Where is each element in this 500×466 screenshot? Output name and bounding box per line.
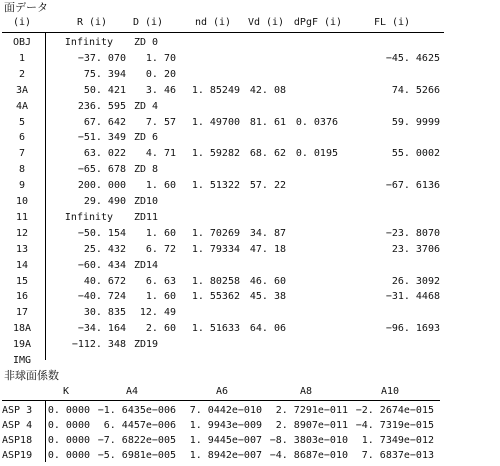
- lens-header-cell: D (i): [132, 17, 164, 28]
- asp-coefficient: 1. 9445e−007: [189, 435, 262, 446]
- surface-number: 2: [18, 69, 26, 80]
- asp-coefficient: −1. 6435e−006: [97, 405, 176, 416]
- lens-table-cell: −96. 1693: [385, 323, 440, 334]
- lens-table-cell: 1. 70269: [191, 228, 240, 239]
- lens-table-cell: −51. 349: [77, 132, 126, 143]
- lens-table-cell: −112. 348: [71, 339, 126, 350]
- lens-table-cell: 68. 62: [249, 148, 286, 159]
- asp-header-cell: A8: [299, 386, 313, 397]
- lens-table-cell: 3. 46: [145, 85, 176, 96]
- lens-table-cell: 4. 71: [145, 148, 176, 159]
- asp-coefficient: −7. 6822e−005: [97, 435, 176, 446]
- lens-table-cell: 29. 490: [83, 196, 126, 207]
- surface-number: 18A: [12, 323, 32, 334]
- lens-table-cell: ZD11: [134, 212, 159, 223]
- asp-header-cell: A4: [125, 386, 139, 397]
- lens-table-cell: 1. 51322: [191, 180, 240, 191]
- lens-table-cell: −67. 6136: [385, 180, 440, 191]
- surface-number: 7: [18, 148, 26, 159]
- asp-coefficient: 7. 0442e−010: [189, 405, 262, 416]
- lens-table-cell: ZD 6: [134, 132, 159, 143]
- asp-coefficient: 1. 7349e−012: [361, 435, 434, 446]
- surface-number: 14: [15, 260, 29, 271]
- lens-table-cell: 6. 63: [145, 276, 176, 287]
- lens-table-cell: ZD19: [134, 339, 159, 350]
- surface-number: 1: [18, 53, 26, 64]
- lens-table-cell: 6. 72: [145, 244, 176, 255]
- asp-coefficient: 1. 8942e−007: [189, 450, 262, 461]
- asp-coefficient: 0. 0000: [47, 420, 90, 431]
- lens-table-cell: 1. 51633: [191, 323, 240, 334]
- asp-coefficient: 7. 6837e−013: [361, 450, 434, 461]
- lens-table-cell: −65. 678: [77, 164, 126, 175]
- asp-coefficient: 0. 0000: [47, 450, 90, 461]
- lens-header-cell: FL (i): [373, 17, 411, 28]
- lens-table-cell: 75. 394: [83, 69, 126, 80]
- surface-number: 10: [15, 196, 29, 207]
- lens-table-cell: 7. 57: [145, 117, 176, 128]
- asp-coefficient: −8. 3803e−010: [269, 435, 348, 446]
- lens-table-cell: 30. 835: [83, 307, 126, 318]
- lens-table-cell: ZD 8: [134, 164, 159, 175]
- lens-header-cell: (i): [12, 17, 32, 28]
- lens-table-cell: 45. 38: [249, 291, 286, 302]
- lens-table-cell: 63. 022: [83, 148, 126, 159]
- lens-column-divider: [45, 32, 46, 360]
- asp-coefficient: 0. 0000: [47, 435, 90, 446]
- lens-table-cell: 1. 59282: [191, 148, 240, 159]
- surface-number: 11: [15, 212, 29, 223]
- surface-number: IMG: [12, 355, 32, 366]
- lens-header-cell: dPgF (i): [293, 17, 343, 28]
- lens-table-cell: 64. 06: [249, 323, 286, 334]
- lens-table-cell: 2. 60: [145, 323, 176, 334]
- asp-coefficient: 2. 8907e−011: [275, 420, 348, 431]
- asp-header-cell: A10: [380, 386, 400, 397]
- lens-table-cell: −45. 4625: [385, 53, 440, 64]
- lens-table-cell: 74. 5266: [391, 85, 440, 96]
- lens-table-cell: 0. 0376: [295, 117, 338, 128]
- lens-table-cell: −50. 154: [77, 228, 126, 239]
- asp-surface-label: ASP 4: [2, 420, 33, 431]
- surface-number: 9: [18, 180, 26, 191]
- lens-table-cell: 25. 432: [83, 244, 126, 255]
- lens-header-cell: Vd (i): [247, 17, 285, 28]
- lens-table-cell: −60. 434: [77, 260, 126, 271]
- lens-table-cell: 67. 642: [83, 117, 126, 128]
- lens-table-cell: 1. 85249: [191, 85, 240, 96]
- lens-table-cell: 1. 79334: [191, 244, 240, 255]
- surface-number: 6: [18, 132, 26, 143]
- asp-coefficient: 0. 0000: [47, 405, 90, 416]
- asp-coefficient: −2. 2674e−015: [355, 405, 434, 416]
- lens-header-cell: nd (i): [194, 17, 232, 28]
- lens-table-cell: ZD10: [134, 196, 159, 207]
- lens-table-cell: 42. 08: [249, 85, 286, 96]
- lens-table-title: 面データ: [4, 1, 48, 14]
- asp-header-rule: [2, 400, 440, 401]
- lens-table-cell: Infinity: [64, 37, 114, 48]
- surface-number: 5: [18, 117, 26, 128]
- lens-table-cell: 1. 60: [145, 291, 176, 302]
- lens-table-cell: −34. 164: [77, 323, 126, 334]
- lens-table-cell: 1. 60: [145, 228, 176, 239]
- lens-table-cell: −31. 4468: [385, 291, 440, 302]
- surface-number: 8: [18, 164, 26, 175]
- lens-table-cell: 12. 49: [139, 307, 176, 318]
- surface-number: OBJ: [12, 37, 32, 48]
- lens-table-cell: 1. 70: [145, 53, 176, 64]
- lens-table-cell: 47. 18: [249, 244, 286, 255]
- lens-table-cell: 40. 672: [83, 276, 126, 287]
- asp-coefficient: −5. 6981e−005: [97, 450, 176, 461]
- lens-table-cell: 0. 20: [145, 69, 176, 80]
- lens-table-cell: 1. 80258: [191, 276, 240, 287]
- surface-number: 12: [15, 228, 29, 239]
- asp-coefficient: −4. 7319e−015: [355, 420, 434, 431]
- lens-table-cell: ZD 0: [134, 37, 159, 48]
- asp-coefficient: 6. 4457e−006: [103, 420, 176, 431]
- lens-header-cell: R (i): [76, 17, 108, 28]
- surface-number: 4A: [15, 101, 29, 112]
- lens-table-cell: ZD 4: [134, 101, 159, 112]
- surface-number: 17: [15, 307, 29, 318]
- lens-table-cell: 23. 3706: [391, 244, 440, 255]
- surface-number: 15: [15, 276, 29, 287]
- lens-table-cell: 34. 87: [249, 228, 286, 239]
- lens-table-cell: 236. 595: [77, 101, 126, 112]
- asp-surface-label: ASP 3: [2, 405, 33, 416]
- asp-surface-label: ASP19: [2, 450, 33, 461]
- lens-table-cell: Infinity: [64, 212, 114, 223]
- lens-table-cell: 1. 55362: [191, 291, 240, 302]
- asp-coefficient: 2. 7291e−011: [275, 405, 348, 416]
- lens-table-cell: 1. 60: [145, 180, 176, 191]
- lens-table-cell: 26. 3092: [391, 276, 440, 287]
- lens-table-cell: 81. 61: [249, 117, 286, 128]
- lens-table-cell: 55. 0002: [391, 148, 440, 159]
- lens-table-cell: 200. 000: [77, 180, 126, 191]
- surface-number: 3A: [15, 85, 29, 96]
- asp-header-cell: A6: [215, 386, 229, 397]
- lens-table-cell: 59. 9999: [391, 117, 440, 128]
- lens-table-cell: −40. 724: [77, 291, 126, 302]
- lens-table-cell: 50. 421: [83, 85, 126, 96]
- lens-table-cell: 0. 0195: [295, 148, 338, 159]
- asp-coefficient: −4. 8687e−010: [269, 450, 348, 461]
- surface-number: 13: [15, 244, 29, 255]
- lens-header-rule: [2, 32, 444, 33]
- lens-table-cell: 46. 60: [249, 276, 286, 287]
- lens-table-cell: 57. 22: [249, 180, 286, 191]
- lens-table-cell: −23. 8070: [385, 228, 440, 239]
- lens-table-cell: 1. 49700: [191, 117, 240, 128]
- asp-header-cell: K: [62, 386, 70, 397]
- asp-table-title: 非球面係数: [4, 369, 59, 382]
- lens-table-cell: ZD14: [134, 260, 159, 271]
- lens-table-cell: −37. 070: [77, 53, 126, 64]
- asp-coefficient: 1. 9943e−009: [189, 420, 262, 431]
- asp-surface-label: ASP18: [2, 435, 33, 446]
- surface-number: 16: [15, 291, 29, 302]
- surface-number: 19A: [12, 339, 32, 350]
